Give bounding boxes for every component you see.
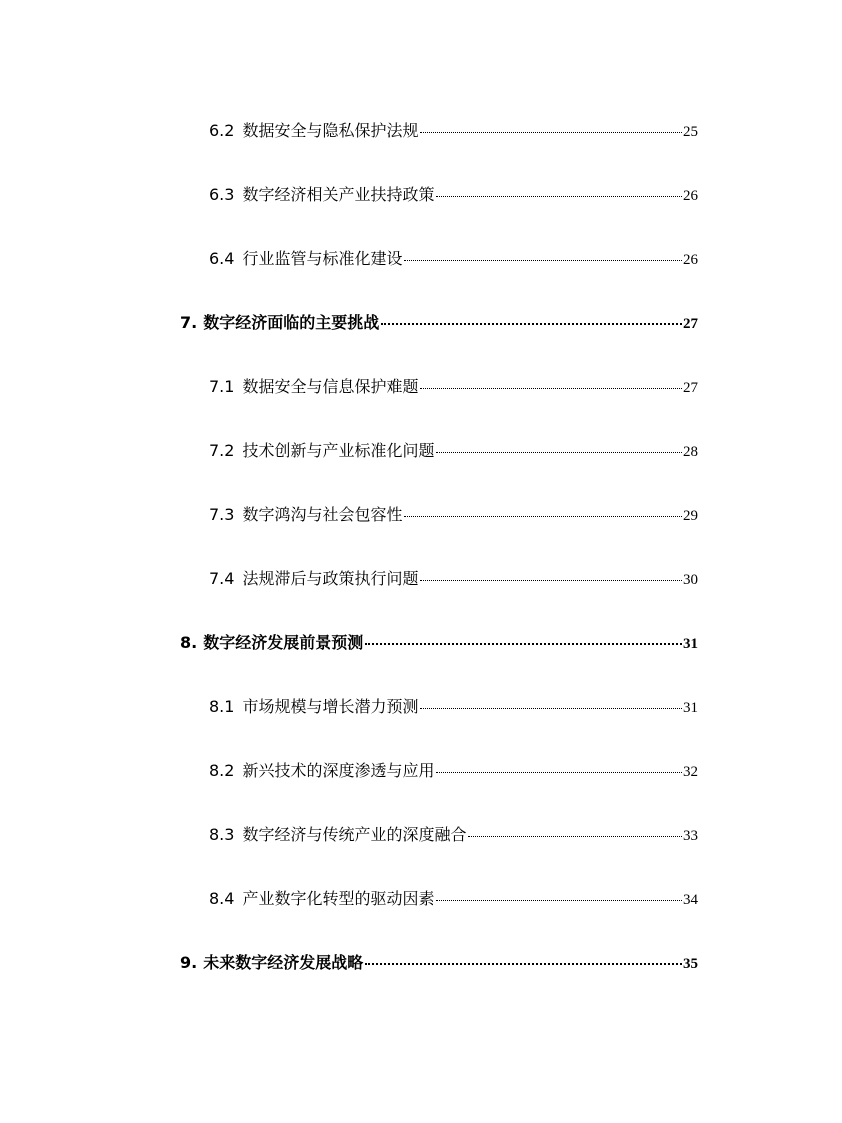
toc-entry-number: 6.4 [209, 249, 235, 268]
toc-entry-9[interactable] [180, 950, 698, 974]
toc-page-number: 25 [683, 124, 698, 140]
dot-leader [420, 132, 682, 133]
toc-entry-title: 新兴技术的深度渗透与应用 [242, 761, 435, 780]
toc-entry-title: 行业监管与标准化建设 [242, 249, 403, 268]
toc-entry-title: 数据安全与隐私保护法规 [242, 121, 419, 140]
toc-entry-8-3[interactable] [209, 822, 698, 846]
dot-leader [420, 708, 682, 709]
toc-page-number: 27 [683, 380, 698, 396]
dot-leader [420, 388, 682, 389]
toc-entry-8-4[interactable] [209, 886, 698, 910]
toc-entry-label [180, 310, 379, 333]
toc-entry-title: 数字经济发展前景预测 [203, 633, 364, 652]
toc-entry-title: 数字鸿沟与社会包容性 [242, 505, 403, 524]
toc-entry-8-2[interactable] [209, 758, 698, 782]
toc-entry-7-3[interactable] [209, 502, 698, 526]
toc-entry-label [180, 950, 363, 973]
toc-entry-6-3[interactable] [209, 182, 698, 206]
toc-page-number: 30 [683, 572, 698, 588]
toc-entry-6-2[interactable] [209, 118, 698, 142]
toc-entry-8-1[interactable] [209, 694, 698, 718]
toc-entry-title: 数字经济面临的主要挑战 [203, 313, 380, 332]
toc-entry-label [209, 694, 418, 717]
toc-entry-number: 7. [180, 313, 198, 332]
toc-entry-label [209, 886, 434, 909]
toc-entry-number: 7.4 [209, 569, 235, 588]
toc-page-number: 35 [683, 956, 698, 972]
toc-page-number: 26 [683, 188, 698, 204]
toc-entry-label [209, 758, 434, 781]
toc-entry-number: 8.2 [209, 761, 235, 780]
toc-entry-label [209, 118, 418, 141]
toc-entry-label [180, 630, 363, 653]
toc-entry-number: 8.3 [209, 825, 235, 844]
toc-entry-label [209, 822, 466, 845]
toc-entry-7-2[interactable] [209, 438, 698, 462]
toc-entry-label [209, 502, 402, 525]
dot-leader [420, 580, 682, 581]
toc-entry-title: 技术创新与产业标准化问题 [242, 441, 435, 460]
toc-entry-title: 市场规模与增长潜力预测 [242, 697, 419, 716]
dot-leader [365, 643, 682, 645]
toc-entry-number: 7.2 [209, 441, 235, 460]
toc-entry-7-1[interactable] [209, 374, 698, 398]
toc-page-number: 29 [683, 508, 698, 524]
toc-page-number: 33 [683, 828, 698, 844]
toc-entry-title: 未来数字经济发展战略 [203, 953, 364, 972]
toc-entry-label [209, 246, 402, 269]
dot-leader [404, 516, 682, 517]
dot-leader [436, 452, 682, 453]
toc-page-number: 26 [683, 252, 698, 268]
toc-entry-title: 产业数字化转型的驱动因素 [242, 889, 435, 908]
toc-entry-number: 6.3 [209, 185, 235, 204]
toc-entry-number: 7.3 [209, 505, 235, 524]
dot-leader [436, 772, 682, 773]
toc-entry-number: 8. [180, 633, 198, 652]
toc-entry-label [209, 182, 434, 205]
toc-entry-number: 6.2 [209, 121, 235, 140]
toc-page-number: 34 [683, 892, 698, 908]
toc-page-number: 32 [683, 764, 698, 780]
toc-entry-number: 8.4 [209, 889, 235, 908]
toc-entry-label [209, 566, 418, 589]
toc-entry-title: 数字经济与传统产业的深度融合 [242, 825, 467, 844]
toc-entry-6-4[interactable] [209, 246, 698, 270]
toc-entry-7-4[interactable] [209, 566, 698, 590]
toc-entry-number: 9. [180, 953, 198, 972]
toc-entry-label [209, 374, 418, 397]
dot-leader [436, 900, 682, 901]
dot-leader [365, 963, 682, 965]
toc-entry-number: 7.1 [209, 377, 235, 396]
dot-leader [381, 323, 682, 325]
dot-leader [468, 836, 682, 837]
toc-page-number: 27 [683, 316, 698, 332]
toc-page-number: 28 [683, 444, 698, 460]
toc-entry-number: 8.1 [209, 697, 235, 716]
dot-leader [436, 196, 682, 197]
toc-entry-label [209, 438, 434, 461]
toc-entry-7[interactable] [180, 310, 698, 334]
toc-entry-title: 数据安全与信息保护难题 [242, 377, 419, 396]
toc-entry-title: 法规滞后与政策执行问题 [242, 569, 419, 588]
toc-page-number: 31 [683, 700, 698, 716]
toc-entry-title: 数字经济相关产业扶持政策 [242, 185, 435, 204]
toc-entry-8[interactable] [180, 630, 698, 654]
dot-leader [404, 260, 682, 261]
toc-page-number: 31 [683, 636, 698, 652]
